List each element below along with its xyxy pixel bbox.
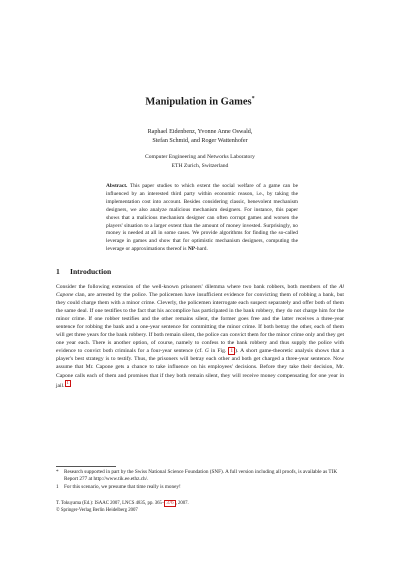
- footnote-2: [56, 484, 344, 491]
- publication-line-1: [56, 501, 344, 508]
- publication-citation: T. Tokuyama (Ed.): ISAAC 2007, LNCS 4835, pp. 365–: [56, 501, 165, 506]
- footnote-rule: [56, 466, 116, 467]
- affiliation-line-1: Computer Engineering and Networks Laboratory: [145, 154, 255, 160]
- abstract-end: -hard.: [195, 246, 208, 253]
- title-footnote-mark: *: [251, 96, 255, 102]
- paper-title-text: Manipulation in Games: [145, 96, 252, 108]
- footnote-2-text: For this scenario, we presume that time really is money!: [64, 484, 181, 490]
- body-part-1: Consider the following extension of the well-known prisoners' dilemma where two bank robbers, both members of the: [56, 284, 337, 290]
- footnote-1-mark: *: [56, 469, 59, 475]
- page-range-link[interactable]: 376: [166, 501, 174, 506]
- body-game-symbol: G: [204, 348, 209, 355]
- author-list: [60, 128, 340, 146]
- author-line-2: Stefan Schmid, and Roger Wattenhofer: [152, 138, 248, 144]
- body-capone: Al Capone: [56, 284, 344, 299]
- section-number: 1: [56, 267, 60, 276]
- intro-paragraph: [56, 283, 344, 389]
- abstract: [106, 183, 298, 254]
- footnote-1: [56, 469, 344, 483]
- footnote-2-mark: 1: [56, 484, 59, 490]
- body-part-3: ). A short game-theoretic analysis shows that a player's best strategy is to testify. Thus, the prisoners will betray each other and both get charged a three-year sentence. Now assume that Mr. Capone gets a chance to take influence on his employees' decisions. Before they take their decision, Mr. Capone calls each of them and promises that if they both remain silent, they will receive money compensating for one year in jail.: [56, 348, 345, 389]
- affiliation: [60, 153, 340, 170]
- author-line-1: Raphael Eidenbenz, Yvonne Anne Oswald,: [147, 129, 253, 135]
- abstract-text: This paper studies to which extent the social welfare of a game can be influenced by an interested third party within economic reason, i.e., by taking the implementation cost into account. Besides considering classic, benevolent mechanism designers, we also analyze malicious mechanism designers. For instance, this paper shows that a malicious mechanism designer can often corrupt games and worsen the players' situation to a larger extent than the amount of money invested. Surprisingly, no money is needed at all in some cases. We provide algorithms for finding the so-called leverage in games and show that for optimistic mechanism designers, computing the leverage or approximations thereof is: [106, 183, 298, 253]
- publication-info: [56, 501, 344, 514]
- abstract-np: NP: [187, 246, 196, 253]
- body-fig-word: in Fig.: [210, 348, 227, 355]
- footnote-link[interactable]: 1: [66, 380, 69, 386]
- figure-link[interactable]: 1: [230, 348, 234, 355]
- footnote-1-text: Research supported in part by the Swiss National Science Foundation (SNF). A full version including all proofs, is available as TIK Report 277 at http://www.tik.ee.ethz.ch/.: [64, 469, 338, 483]
- body-text: [56, 283, 344, 389]
- publication-year: , 2007.: [175, 501, 189, 506]
- section-title: Introduction: [70, 267, 112, 276]
- publication-line-2: © Springer-Verlag Berlin Heidelberg 2007: [56, 507, 138, 513]
- section-heading: [56, 267, 111, 276]
- abstract-label: Abstract.: [106, 183, 128, 189]
- paper-title: [0, 96, 400, 108]
- body-part-2: clan, are arrested by the police. The policemen have insufficient evidence for convicting them of robbing a bank, but they could charge them with a minor crime. Cleverly, the policemen interrogate each suspect separately and offer both of them the same deal. If one testifies to the fact that his accomplice has participated in the bank robbery, they do not charge him for the minor crime. If one robber testifies and the other remains silent, the former goes free and the latter receives a three-year sentence for robbing the bank and a one-year sentence for committing the minor crime. If both betray the other, each of them will get three years for the bank robbery. If both remain silent, the police can convict them for the minor crime only and they get one year each. There is another option, of course, namely to confess to the bank robbery and thus supply the police with evidence to convict both criminals for a four-year sentence (cf.: [56, 292, 344, 355]
- affiliation-line-2: ETH Zurich, Switzerland: [171, 162, 229, 169]
